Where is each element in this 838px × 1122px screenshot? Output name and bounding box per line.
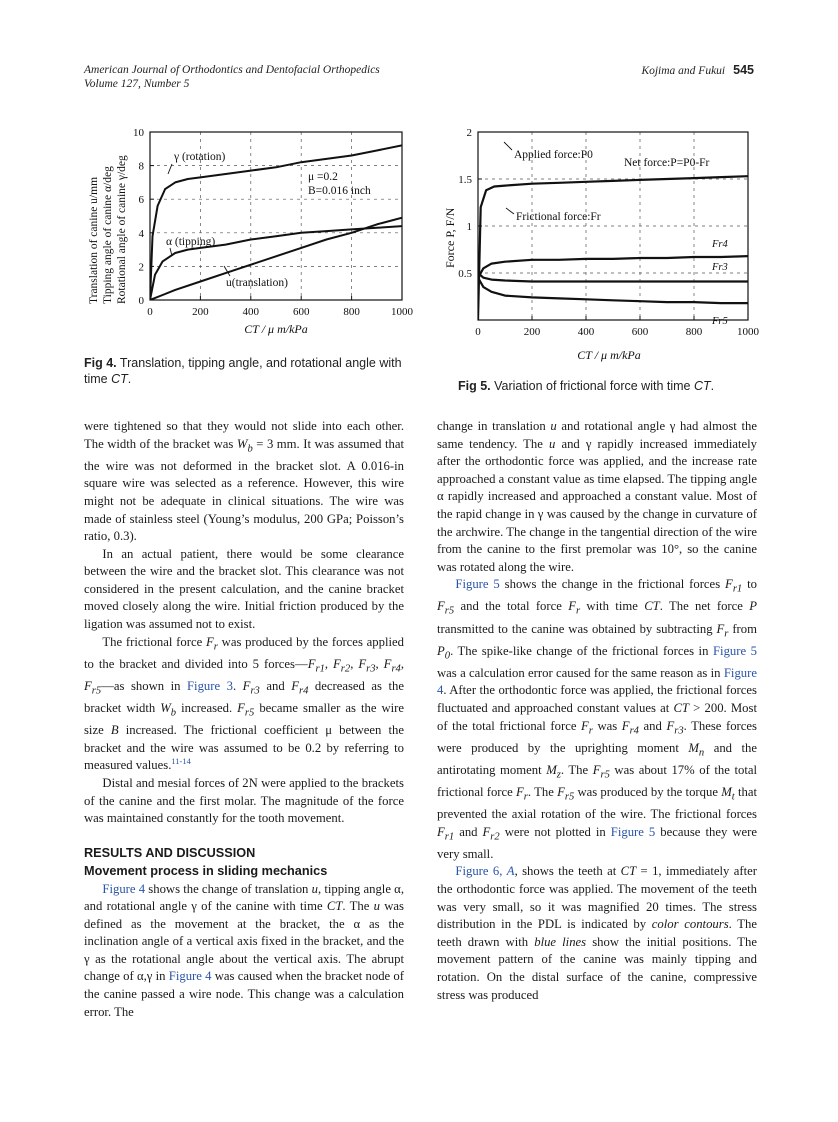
fig4-xlabel: CT / μ m/kPa: [244, 322, 308, 336]
fig5-label-applied: Applied force:P0: [514, 149, 593, 161]
series-line-2: [478, 273, 748, 282]
figure-5-link[interactable]: Figure 5: [610, 824, 656, 839]
figure-5-caption: [458, 378, 758, 394]
fig5-caption-end: .: [710, 379, 715, 393]
x-tick-label: 400: [242, 306, 260, 318]
paragraph: change in translation u and rotational angle γ had almost the same tendency. The u and γ rapidly increased immediately after the orthodontic force was applied, and the increase rate approached a constant value as time elapsed. The tipping angle α rapidly increased and approached a constant value. Most of the rapid change in γ was caused by the change in curvature of the archwire. The change in the tangential direction of the wire from the canine to the first premolar was 10°, so the canine was rotated along the wire.: [437, 419, 757, 574]
y-tick-label: 8: [138, 160, 144, 173]
fig4-ylabel-tipping: Tipping angle of canine α/deg: [102, 166, 114, 304]
left-column: [84, 418, 404, 1021]
x-tick-label: 200: [523, 326, 541, 338]
fig4-caption-end: .: [127, 372, 132, 386]
fig4-annotation-b: B=0.016 inch: [308, 185, 371, 197]
fig4-caption-text: Translation, tipping angle, and rotational angle with time: [84, 356, 402, 386]
fig4-ylabel-rotation: Rotational angle of canine γ/deg: [116, 155, 128, 304]
paragraph: Figure 6, A, shows the teeth at CT = 1, immediately after the orthodontic force was applied. The movement of the teeth was very small, so it was magnified 20 times. The stress distribution in the PDL is indicated by color contours. The teeth drawn with blue lines show the initial positions. The movement pattern of the canine was mainly tipping and rotation. On the distal surface of the canine, compressive stress was produced: [437, 864, 757, 1002]
fig5-label-fr4: Fr4: [712, 239, 728, 250]
fig5-caption-ct: CT: [693, 379, 711, 393]
paragraph: In an actual patient, there would be some clearance between the wire and the bracket slot. This clearance was not considered in the present calculation, and the canine bracket moved closely along the wire. Initial friction produced by the ligation was assumed not to exist.: [84, 546, 404, 632]
y-tick-label: 1.5: [458, 174, 472, 186]
y-tick-label: 0: [138, 295, 144, 307]
running-header-right: [641, 63, 754, 78]
paragraph: Distal and mesial forces of 2N were applied to the brackets of the canine and the first molar. The magnitude of the force was maintained constantly for the tooth movement.: [84, 775, 404, 826]
fig4-caption-label: Fig 4.: [84, 356, 117, 370]
figure-3-link[interactable]: Figure 3: [186, 678, 233, 693]
section-heading: RESULTS AND DISCUSSION: [84, 846, 256, 861]
running-header-left: [84, 63, 380, 91]
fig5-caption-text: Variation of frictional force with time: [490, 379, 694, 393]
x-tick-label: 1000: [737, 326, 759, 338]
fig4-ylabel-translation: Translation of canine u/mm: [88, 176, 100, 304]
reference-link[interactable]: 11-14: [171, 756, 191, 767]
figure-4-chart: [84, 128, 414, 346]
y-tick-label: 6: [138, 194, 144, 207]
figure-5-link[interactable]: Figure 5: [455, 577, 500, 592]
y-tick-label: 2: [138, 261, 144, 274]
x-tick-label: 0: [475, 326, 481, 338]
x-tick-label: 400: [577, 326, 595, 338]
journal-volume: Volume 127, Number 5: [84, 78, 190, 90]
y-tick-label: 2: [466, 128, 472, 139]
x-tick-label: 800: [685, 326, 703, 338]
x-tick-label: 0: [147, 306, 153, 318]
y-tick-label: 0.5: [458, 268, 472, 280]
journal-name: American Journal of Orthodontics and Dentofacial Orthopedics: [84, 64, 380, 76]
figure-6-link[interactable]: Figure 6, A: [455, 864, 515, 879]
figure-4-link[interactable]: Figure 4: [168, 969, 212, 984]
fig4-caption-ct: CT: [111, 372, 128, 386]
x-tick-label: 200: [192, 306, 209, 318]
paragraph: Figure 5 shows the change in the frictional forces $F_{r1}$ to $F_{r5}$ and the total force $F_r$ with time CT. The net force P transmitted to the canine was obtained by subtracting $F_r$ from $P_0$. The spike-like change of the frictional forces in Figure 5 was a calculation error caused for the same reason as in Figure 4. After the orthodontic force was applied, the frictional forces fluctuated and approached constant values at CT > 200. Most of the total frictional force $F_r$ was $F_{r4}$ and $F_{r3}$. These forces were produced by the uprighting moment $M_n$ and the antirotating moment $M_z$. The $F_{r5}$ was about 17% of the total frictional force $F_r$. The $F_{r5}$ was produced by the torque $M_t$ that prevented the axial rotation of the wire. The frictional forces $F_{r1}$ and $F_{r2}$ were not plotted in Figure 5 because they were very small.: [437, 577, 758, 861]
page-number: 545: [733, 63, 754, 77]
fig5-ylabel: Force P, F/N: [443, 207, 457, 268]
fig4-label-tipping: α (tipping): [166, 236, 216, 248]
fig5-label-fr3: Fr3: [712, 262, 728, 273]
figure-4-link[interactable]: Figure 4: [437, 665, 757, 698]
figure-4-link[interactable]: Figure 4: [102, 881, 146, 896]
fig4-label-rotation: γ (rotation): [174, 151, 226, 163]
series-line-0: [478, 176, 748, 320]
y-tick-label: 10: [133, 128, 144, 139]
fig4-label-translation: u(translation): [226, 277, 288, 289]
fig5-label-net: Net force:P=P0-Fr: [624, 157, 710, 169]
y-tick-label: 1: [466, 221, 472, 233]
paragraph: were tightened so that they would not slide into each other. The width of the bracket was $W_b = 3$ mm. It was assumed that the wire was not deformed in the bracket slot. A 0.016-in square wire was selected as a reference. However, this wire might not be adequate in clinical situations. The wire was made of stainless steel (Young’s modulus, 200 GPa; Poisson’s ratio, 0.3).: [84, 419, 404, 544]
spacer: [84, 828, 404, 846]
paragraph: The frictional force $F_r$ was produced by the forces applied to the bracket and divided into 5 $forces—F_{r1}$, $F_{r2}$, $F_{r3}$, $F_{r4}$, $F_{r5}—as$ shown in Figure 3. $F_{r3}$ and $F_{r4}$ decreased as the bracket width $W_b$ increased. $F_{r5}$ became smaller as the wire size B increased. The frictional coefficient μ between the bracket and the wire was assumed to be 0.2 by referring to measured values.$^{11-14}$: [84, 634, 405, 773]
x-tick-label: 600: [292, 306, 310, 318]
right-column: [437, 418, 757, 1004]
figure-5-chart: [434, 128, 764, 368]
figure-5-link[interactable]: Figure 5: [712, 643, 757, 658]
header-authors: Kojima and Fukui: [641, 65, 726, 77]
x-tick-label: 800: [343, 306, 360, 318]
x-tick-label: 600: [631, 326, 649, 338]
fig5-xlabel: CT / μ m/kPa: [577, 348, 641, 362]
fig5-label-frictional: Frictional force:Fr: [516, 211, 601, 223]
fig5-caption-label: Fig 5.: [458, 379, 491, 393]
subsection-heading: Movement process in sliding mechanics: [84, 863, 328, 878]
paragraph: Figure 4 shows the change of translation u, tipping angle α, and rotational angle γ of the canine with time CT. The u was defined as the movement at the bracket, the α as the inclination angle of a vertical axis fixed in the bracket, and the γ as the rotational angle about the vertical axis. The abrupt change of α,γ in Figure 4 was caused when the bracket node of the canine passed a wire node. This change was a calculation error. The: [84, 881, 404, 1019]
series-line-1: [478, 256, 748, 278]
fig4-annotation-mu: μ =0.2: [308, 171, 338, 183]
figure-4-caption: [84, 355, 404, 387]
fig5-label-fr5: Fr5: [712, 316, 728, 327]
x-tick-label: 1000: [391, 306, 413, 318]
y-tick-label: 4: [138, 227, 144, 240]
